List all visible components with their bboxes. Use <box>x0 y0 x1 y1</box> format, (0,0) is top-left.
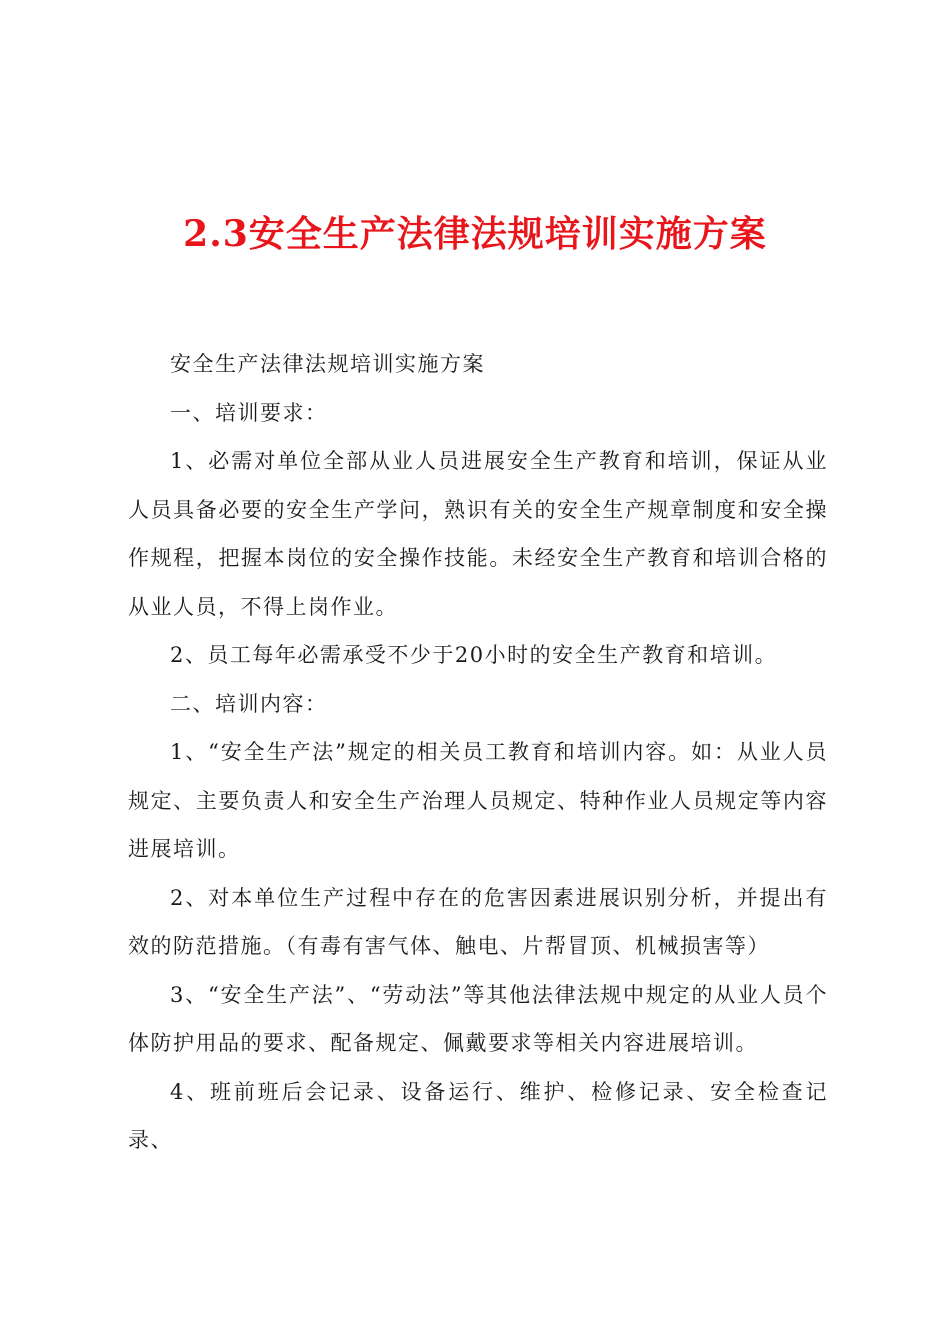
paragraph-content-3: 3、“安全生产法”、“劳动法”等其他法律法规中规定的从业人员个体防护用品的要求、配备规定、佩戴要求等相关内容进展培训。 <box>128 982 828 1055</box>
document-body <box>128 340 828 1165</box>
paragraph-content-1: 1、“安全生产法”规定的相关员工教育和培训内容。如：从业人员规定、主要负责人和安全生产治理人员规定、特种作业人员规定等内容进展培训。 <box>128 740 828 861</box>
paragraph-section-1-heading: 一、培训要求： <box>170 400 328 425</box>
paragraph-requirement-1: 1、必需对单位全部从业人员进展安全生产教育和培训，保证从业人员具备必要的安全生产学问，熟识有关的安全生产规章制度和安全操作规程，把握本岗位的安全操作技能。未经安全生产教育和培训合格的从业人员，不得上岗作业。 <box>128 449 828 619</box>
paragraph-content-4: 4、班前班后会记录、设备运行、维护、检修记录、安全检查记录、 <box>128 1079 828 1152</box>
document-title: 2.3安全生产法律法规培训实施方案 <box>183 213 767 255</box>
paragraph-content-2: 2、对本单位生产过程中存在的危害因素进展识别分析，并提出有效的防范措施。（有毒有害气体、触电、片帮冒顶、机械损害等） <box>128 885 828 958</box>
paragraph-requirement-2: 2、员工每年必需承受不少于20小时的安全生产教育和培训。 <box>170 643 778 667</box>
paragraph-section-2-heading: 二、培训内容： <box>170 691 328 716</box>
paragraph-subtitle: 安全生产法律法规培训实施方案 <box>170 352 485 376</box>
